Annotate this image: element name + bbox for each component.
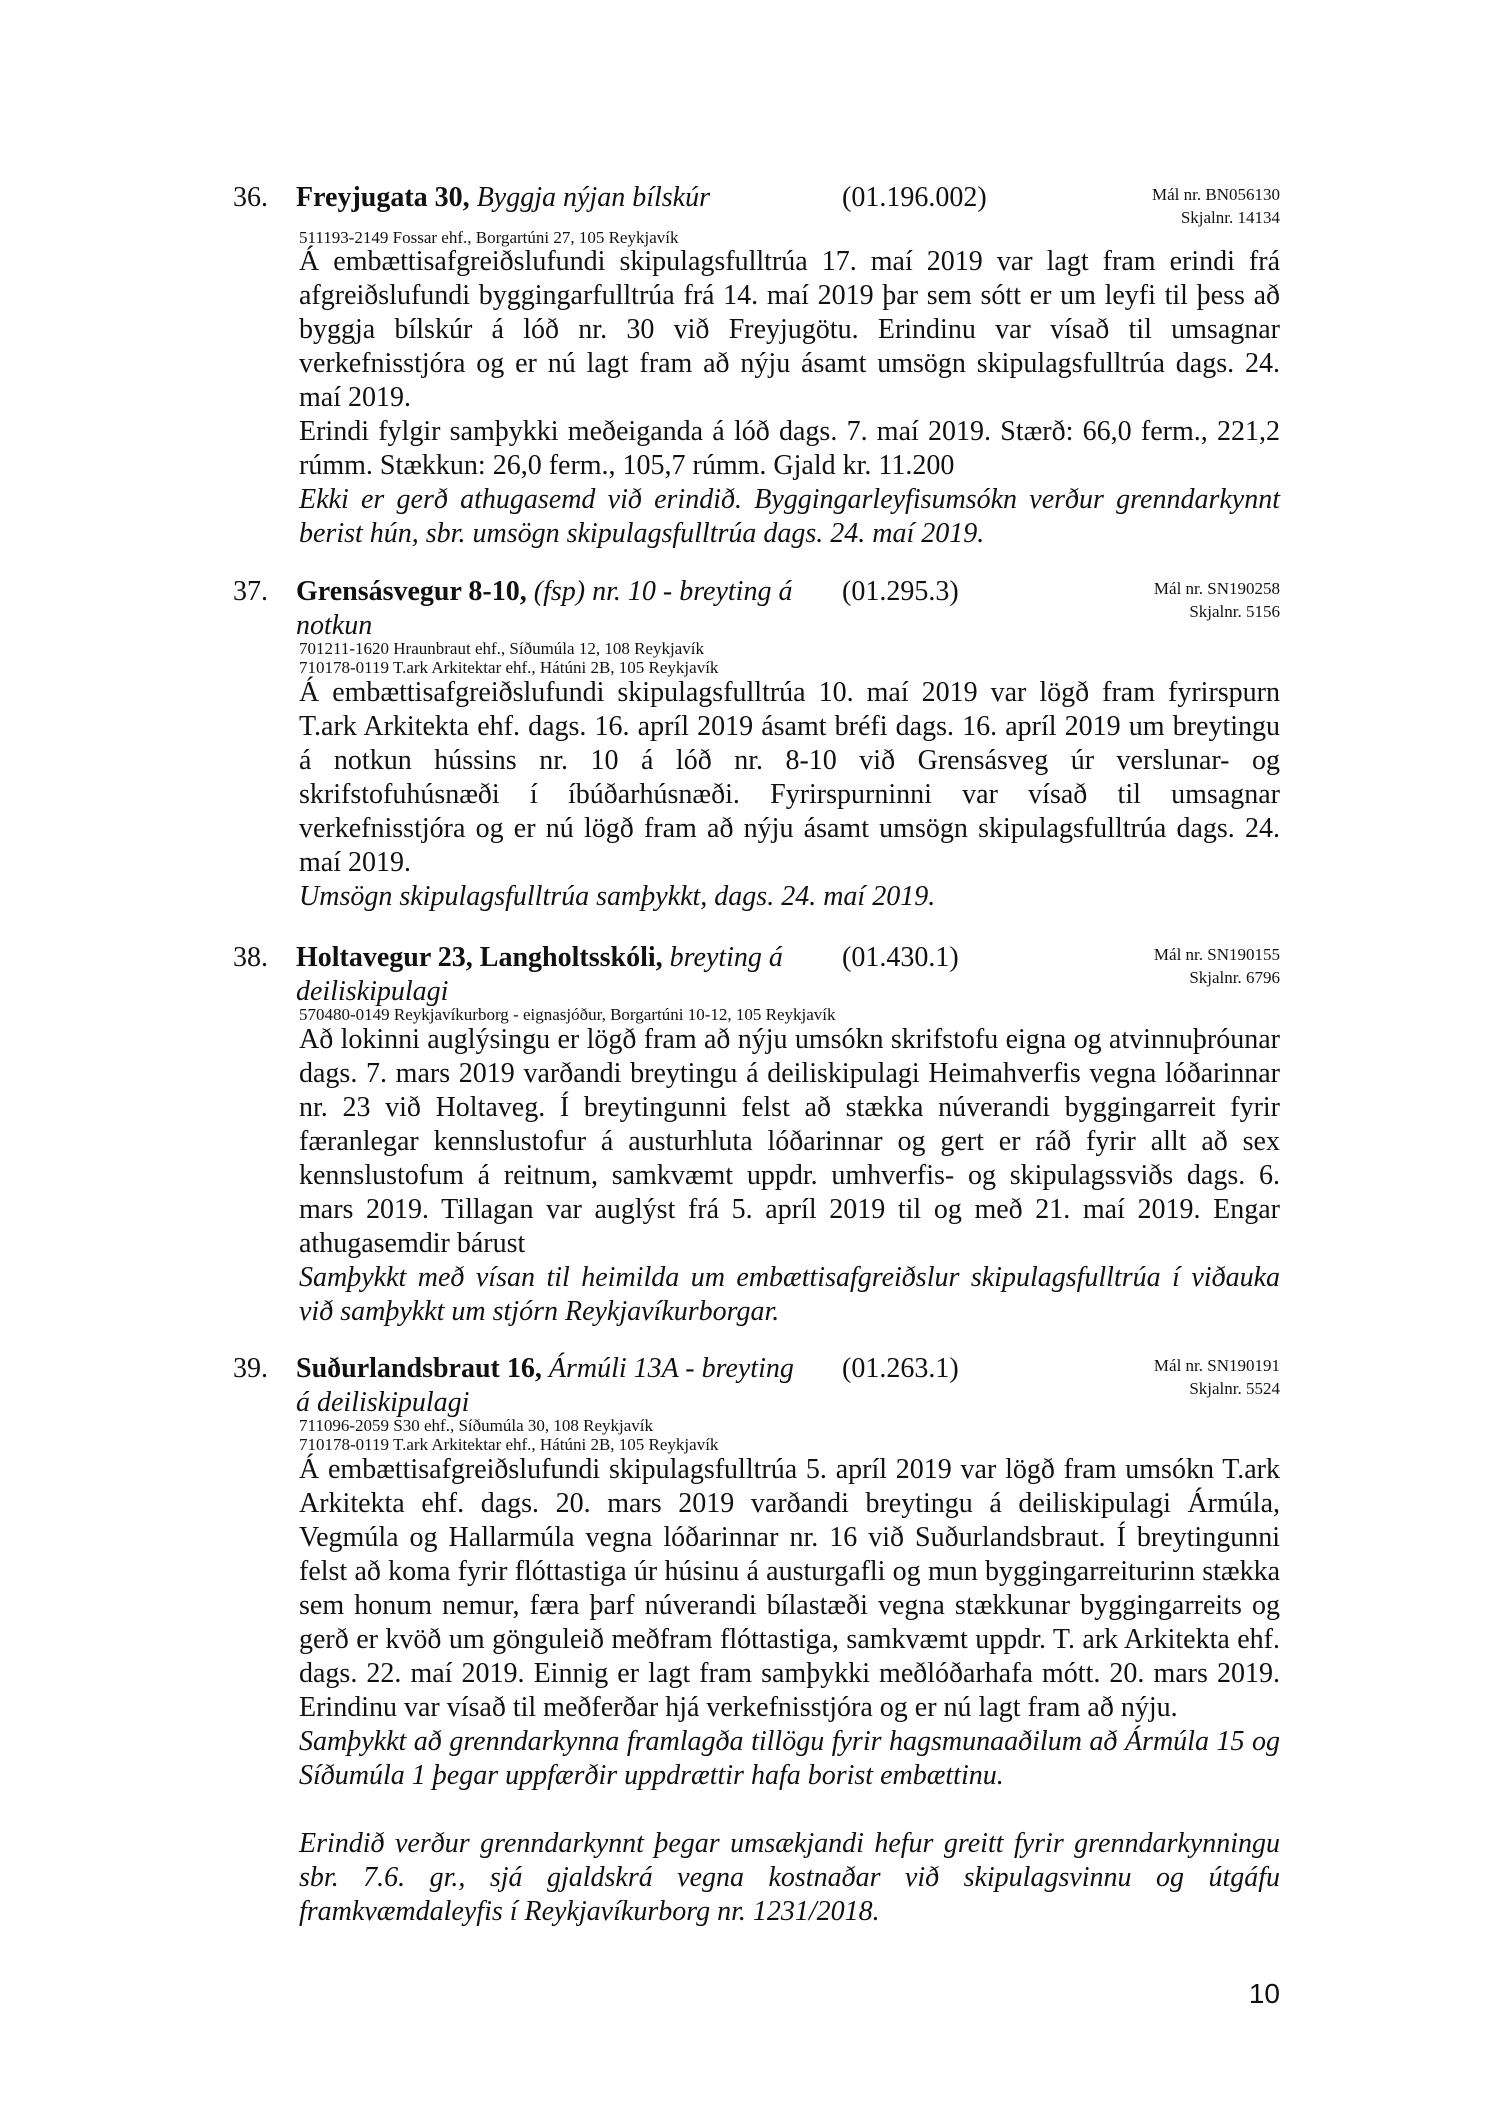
item-number: 39.	[233, 1353, 268, 1384]
decision-note: Erindið verður grenndarkynnt þegar umsækjandi hefur greitt fyrir grenndarkynningu sbr. 7.6. gr., sjá gjaldskrá vegna kostnaðar við skipulagsvinnu og útgáfu framkvæmdaleyfis í Reykjavíkurborg nr. 1231/2018.	[299, 1828, 1280, 1927]
item-body	[299, 245, 1280, 551]
case-reference	[1040, 183, 1280, 229]
applicant: 701211-1620 Hraunbraut ehf., Síðumúla 12, 108 Reykjavík	[299, 639, 704, 658]
item-address: Grensásvegur 8-10,	[296, 576, 527, 607]
item-subject-cont: á deiliskipulagi	[296, 1387, 470, 1418]
document-number: Skjalnr. 5524	[1189, 1379, 1280, 1398]
applicant: 511193-2149 Fossar ehf., Borgartúni 27, 105 Reykjavík	[299, 228, 679, 247]
item-address: Freyjugata 30,	[296, 182, 470, 213]
document-number: Skjalnr. 6796	[1189, 968, 1280, 987]
body-paragraph: Að lokinni auglýsingu er lögð fram að nýju umsókn skrifstofu eigna og atvinnuþróunar dags. 7. mars 2019 varðandi breytingu á deiliskipulagi Heimahverfis vegna lóðarinnar nr. 23 við Holtaveg. Í breytingunni felst að stækka núverandi byggingarreit fyrir færanlegar kennslustofur á austurhluta lóðarinnar og gert er ráð fyrir allt að sex kennslustofum á reitnum, samkvæmt uppdr. umhverfis- og skipulagssviðs dags. 6. mars 2019. Tillagan var auglýst frá 5. apríl 2019 til og með 21. maí 2019. Engar athugasemdir bárust	[299, 1024, 1280, 1259]
item-code: (01.263.1)	[842, 1353, 959, 1384]
case-number: Mál nr. BN056130	[1152, 185, 1280, 204]
document-number: Skjalnr. 14134	[1180, 208, 1280, 227]
case-reference	[1040, 1354, 1280, 1400]
page-number: 10	[1248, 1978, 1280, 2009]
item-address: Suðurlandsbraut 16,	[296, 1353, 542, 1384]
body-paragraph: Á embættisafgreiðslufundi skipulagsfulltrúa 17. maí 2019 var lagt fram erindi frá afgreiðslufundi byggingarfulltrúa frá 14. maí 2019 þar sem sótt er um leyfi til þess að byggja bílskúr á lóð nr. 30 við Freyjugötu. Erindinu var vísað til umsagnar verkefnisstjóra og er nú lagt fram að nýju ásamt umsögn skipulagsfulltrúa dags. 24. maí 2019.	[299, 246, 1280, 413]
item-number: 37.	[233, 576, 268, 607]
item-subject: breyting á	[669, 942, 783, 973]
case-reference	[1040, 943, 1280, 989]
decision-text: Umsögn skipulagsfulltrúa samþykkt, dags. 24. maí 2019.	[299, 881, 936, 912]
item-heading	[296, 575, 801, 643]
item-body	[299, 1023, 1280, 1329]
body-paragraph: Á embættisafgreiðslufundi skipulagsfulltrúa 10. maí 2019 var lögð fram fyrirspurn T.ark Arkitekta ehf. dags. 16. apríl 2019 ásamt bréfi dags. 16. apríl 2019 um breytingu á notkun hússins nr. 10 á lóð nr. 8-10 við Grensásveg úr verslunar- og skrifstofuhúsnæði í íbúðarhúsnæði. Fyrirspurninni var vísað til umsagnar verkefnisstjóra og er nú lögð fram að nýju ásamt umsögn skipulagsfulltrúa dags. 24. maí 2019.	[299, 677, 1280, 878]
item-heading	[296, 1352, 801, 1420]
decision-text: Samþykkt með vísan til heimilda um embættisafgreiðslur skipulagsfulltrúa í viðauka við samþykkt um stjórn Reykjavíkurborgar.	[299, 1262, 1280, 1327]
body-paragraph: Á embættisafgreiðslufundi skipulagsfulltrúa 5. apríl 2019 var lögð fram umsókn T.ark Arkitekta ehf. dags. 20. mars 2019 varðandi breytingu á deiliskipulagi Ármúla, Vegmúla og Hallarmúla vegna lóðarinnar nr. 16 við Suðurlandsbraut. Í breytingunni felst að koma fyrir flóttastiga úr húsinu á austurgafli og mun byggingarreiturinn stækka sem honum nemur, færa þarf núverandi bílastæði vegna stækkunar byggingarreits og gerð er kvöð um gönguleið meðfram flóttastiga, samkvæmt uppdr. T. ark Arkitekta ehf. dags. 22. maí 2019. Einnig er lagt fram samþykki meðlóðarhafa mótt. 20. mars 2019. Erindinu var vísað til meðferðar hjá verkefnisstjóra og er nú lagt fram að nýju.	[299, 1454, 1280, 1723]
item-code: (01.295.3)	[842, 576, 959, 607]
item-code: (01.196.002)	[842, 182, 987, 213]
item-body	[299, 676, 1280, 914]
document-number: Skjalnr. 5156	[1189, 602, 1280, 621]
decision-text: Ekki er gerð athugasemd við erindið. Byggingarleyfisumsókn verður grenndarkynnt berist hún, sbr. umsögn skipulagsfulltrúa dags. 24. maí 2019.	[299, 484, 1280, 549]
case-number: Mál nr. SN190191	[1153, 1356, 1280, 1375]
item-subject: Byggja nýjan bílskúr	[476, 182, 710, 213]
item-number: 36.	[233, 182, 268, 213]
case-reference	[1040, 577, 1280, 623]
item-subject: (fsp) nr. 10 - breyting á	[533, 576, 793, 607]
applicant: 711096-2059 S30 ehf., Síðumúla 30, 108 Reykjavík	[299, 1416, 653, 1435]
case-number: Mál nr. SN190258	[1153, 579, 1280, 598]
item-code: (01.430.1)	[842, 942, 959, 973]
item-subject-cont: notkun	[296, 610, 373, 641]
item-heading	[296, 941, 801, 1009]
item-body	[299, 1453, 1280, 1929]
item-subject-cont: deiliskipulagi	[296, 976, 449, 1007]
decision-text: Samþykkt að grenndarkynna framlagða tillögu fyrir hagsmunaaðilum að Ármúla 15 og Síðumúla 1 þegar uppfærðir uppdrættir hafa borist embættinu.	[299, 1726, 1280, 1791]
body-paragraph: Erindi fylgir samþykki meðeiganda á lóð dags. 7. maí 2019. Stærð: 66,0 ferm., 221,2 rúmm. Stækkun: 26,0 ferm., 105,7 rúmm. Gjald kr. 11.200	[299, 416, 1280, 481]
applicant: 710178-0119 T.ark Arkitektar ehf., Hátúni 2B, 105 Reykjavík	[299, 658, 719, 677]
case-number: Mál nr. SN190155	[1153, 945, 1280, 964]
item-heading	[296, 181, 801, 215]
applicant: 570480-0149 Reykjavíkurborg - eignasjóður, Borgartúni 10-12, 105 Reykjavík	[299, 1005, 836, 1024]
item-subject: Ármúli 13A - breyting	[548, 1353, 794, 1384]
item-number: 38.	[233, 942, 268, 973]
applicant: 710178-0119 T.ark Arkitektar ehf., Hátúni 2B, 105 Reykjavík	[299, 1435, 719, 1454]
item-address: Holtavegur 23, Langholtsskóli,	[296, 942, 663, 973]
